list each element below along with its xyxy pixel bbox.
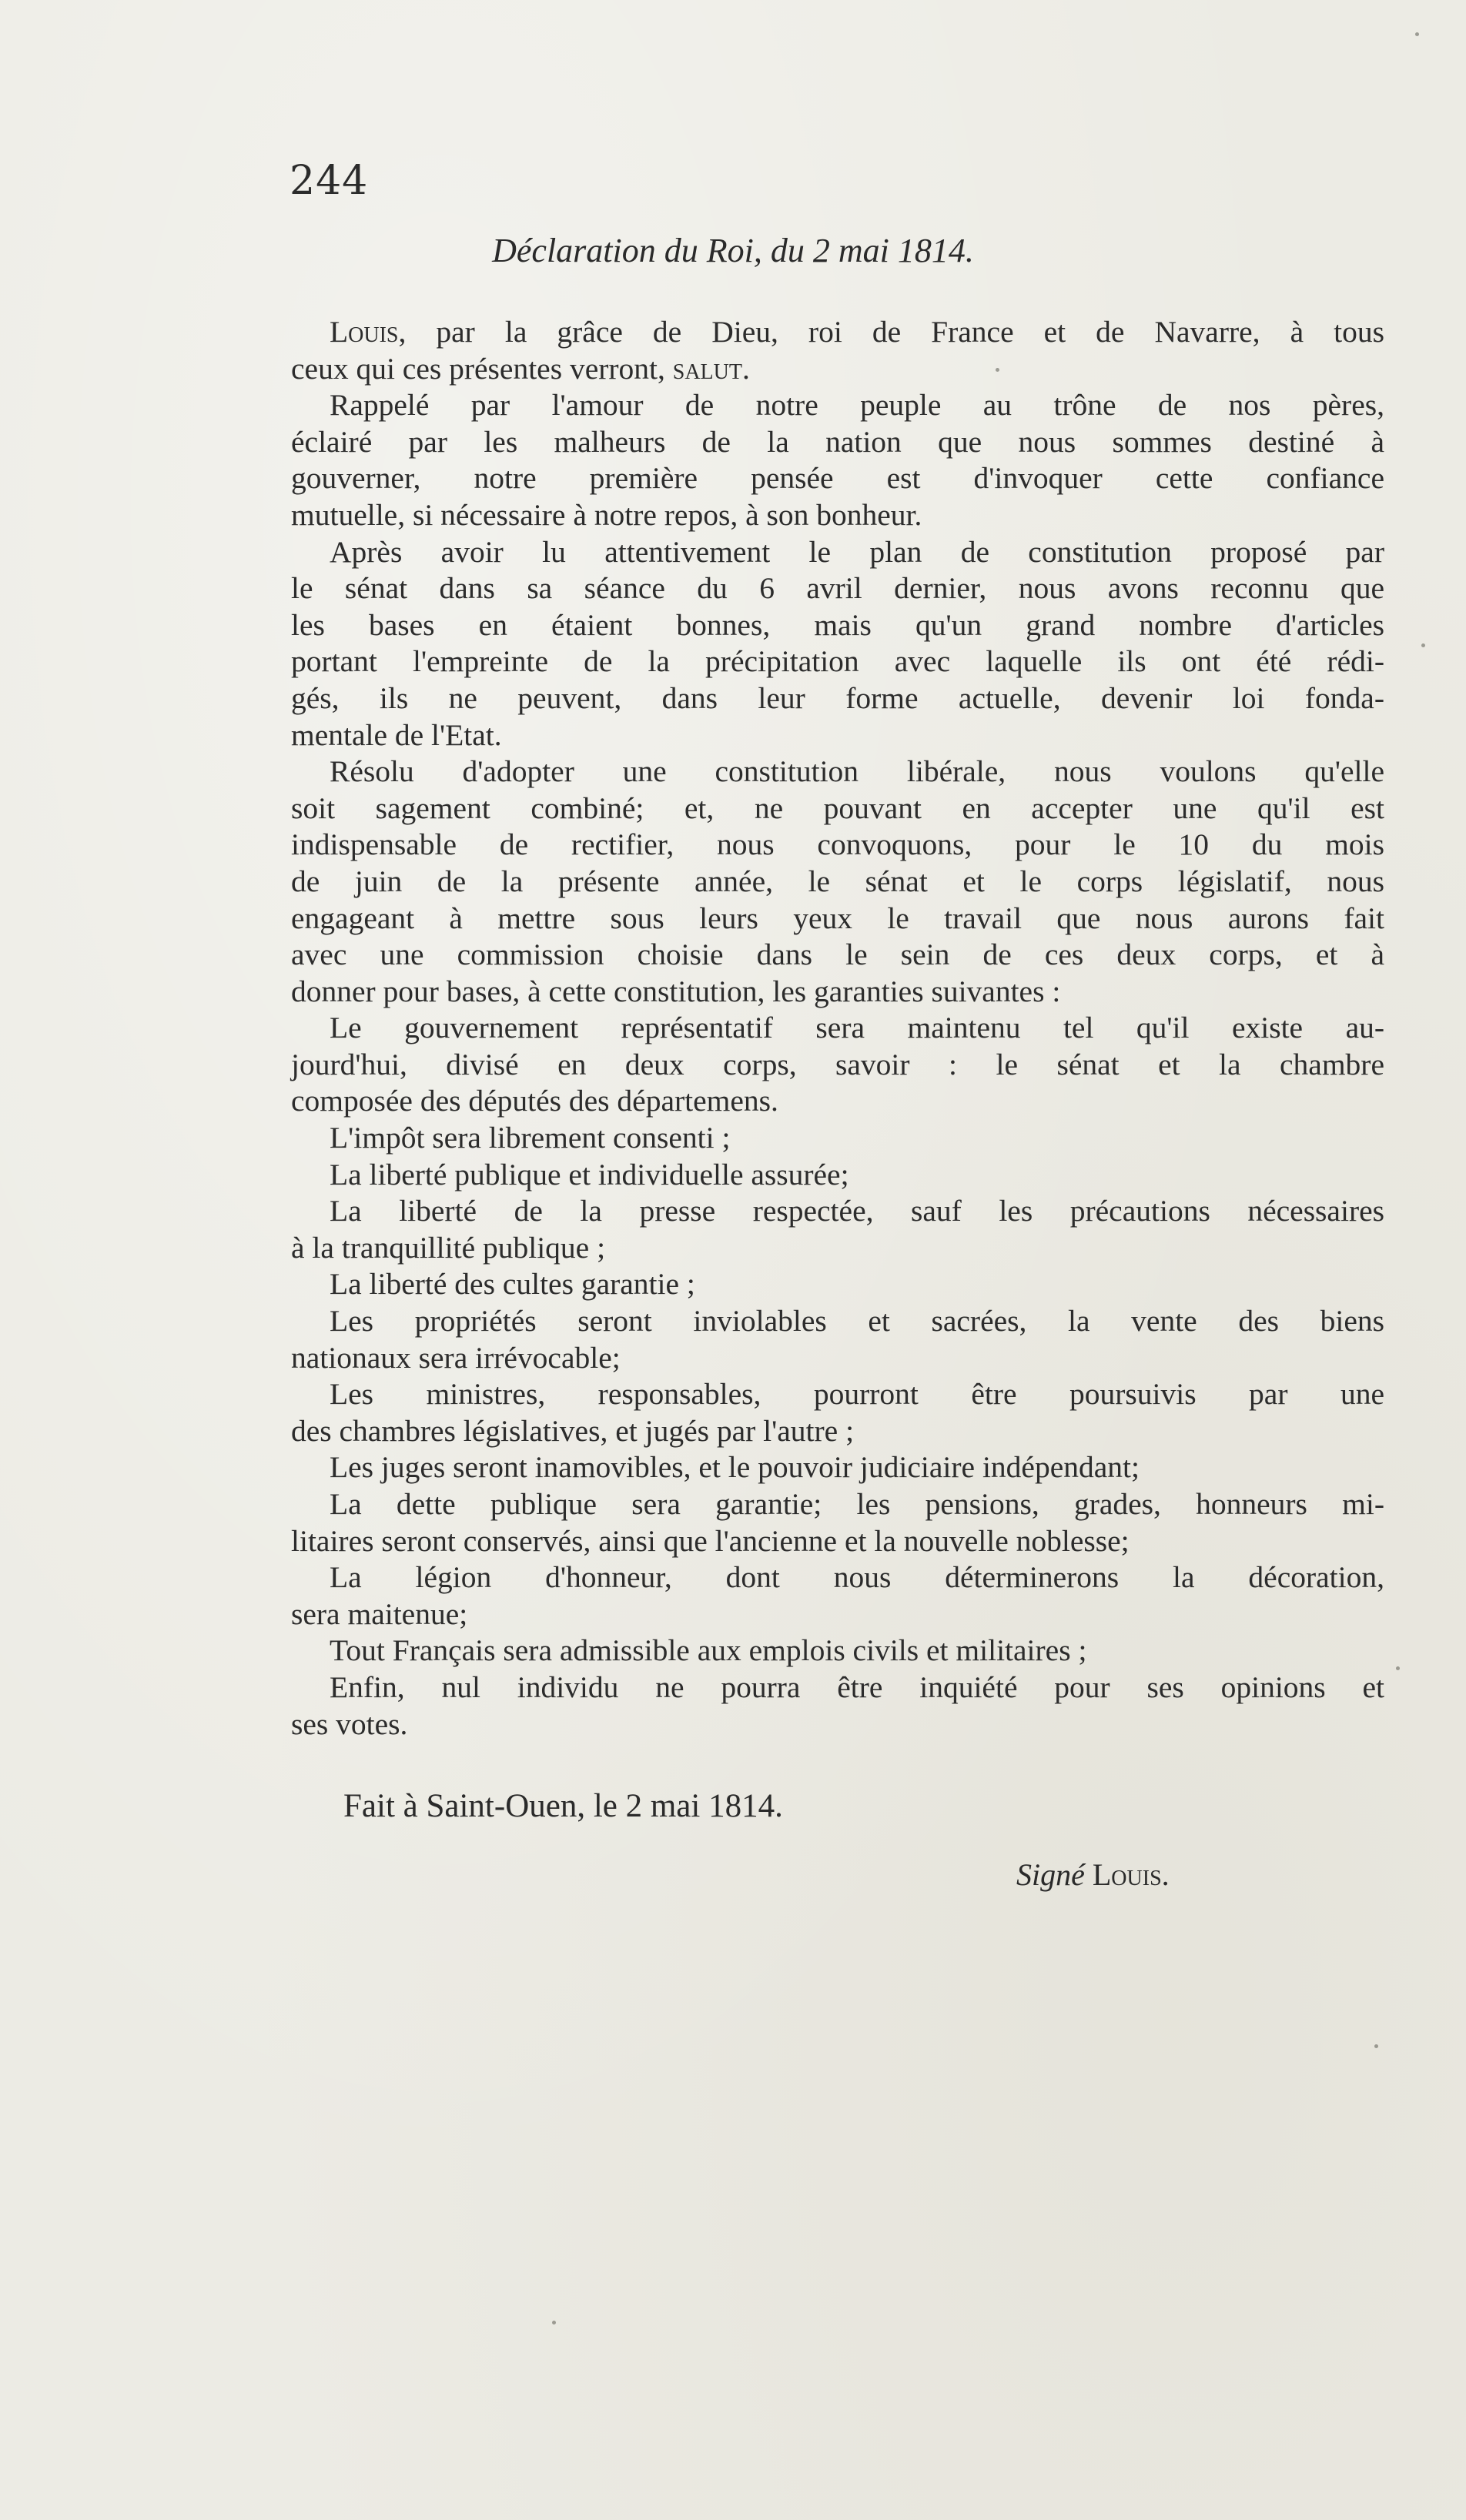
text-line (291, 1633, 1384, 1669)
text-line (291, 1120, 1384, 1157)
text-line (291, 1157, 1384, 1194)
paper-speck (1415, 32, 1419, 36)
line-text: jourd'hui, divisé en deux corps, savoir : le sénat et la chambre (291, 1047, 1384, 1081)
text-line (291, 717, 1384, 754)
line-text: le sénat dans sa séance du 6 avril dernier, nous avons reconnu que (291, 571, 1384, 606)
line-text: Les propriétés seront inviolables et sacrées, la vente des biens (330, 1304, 1384, 1339)
line-text: gés, ils ne peuvent, dans leur forme actuelle, devenir loi fonda- (291, 680, 1384, 715)
text-line (291, 1706, 1384, 1743)
text-line (291, 643, 1384, 680)
page-number: 244 (290, 158, 369, 204)
line-text: mutuelle, si nécessaire à notre repos, à son bonheur. (291, 497, 922, 532)
line-text: nationaux sera irrévocable; (291, 1340, 621, 1375)
line-text: ceux qui ces présentes verront, (291, 351, 673, 386)
signature (1016, 1857, 1170, 1893)
line-text: portant l'empreinte de la précipitation avec laquelle ils ont été rédi- (291, 644, 1384, 679)
paper-speck (552, 2321, 556, 2324)
text-line (291, 1230, 1384, 1267)
text-line (291, 1449, 1384, 1486)
line-text: La légion d'honneur, dont nous déterminerons la décoration, (330, 1560, 1384, 1595)
line-text: avec une commission choisie dans le sein de ces deux corps, et à (291, 937, 1384, 972)
text-line (291, 790, 1384, 827)
text-line (291, 827, 1384, 864)
declaration-body (291, 314, 1384, 1743)
text-line (291, 1303, 1384, 1340)
line-text: des chambres législatives, et jugés par l'autre ; (291, 1413, 855, 1448)
document-heading: Déclaration du Roi, du 2 mai 1814. (492, 232, 974, 269)
small-caps-word: Louis (330, 315, 399, 349)
text-line (291, 534, 1384, 571)
text-line (291, 460, 1384, 497)
text-line (291, 1559, 1384, 1596)
text-line (291, 864, 1384, 901)
text-line (291, 1047, 1384, 1084)
line-text: Rappelé par l'amour de notre peuple au trône de nos pères, (330, 388, 1384, 423)
text-line (291, 1523, 1384, 1560)
signature-signed: Signé (1016, 1857, 1093, 1892)
line-text: L'impôt sera librement consenti ; (330, 1121, 731, 1155)
line-text: litaires seront conservés, ainsi que l'ancienne et la nouvelle noblesse; (291, 1523, 1130, 1558)
text-line (291, 1413, 1384, 1450)
line-text: ses votes. (291, 1706, 408, 1741)
text-line (291, 1486, 1384, 1523)
text-line (291, 937, 1384, 974)
text-line (291, 351, 1384, 388)
line-text: La dette publique sera garantie; les pensions, grades, honneurs mi- (330, 1487, 1384, 1521)
paper-speck (996, 368, 999, 372)
text-line (291, 1266, 1384, 1303)
line-text: Après avoir lu attentivement le plan de constitution proposé par (330, 534, 1384, 569)
line-text: La liberté des cultes garantie ; (330, 1267, 695, 1302)
line-text: de juin de la présente année, le sénat et le corps législatif, nous (291, 864, 1384, 898)
line-text: Tout Français sera admissible aux emplois civils et militaires ; (330, 1633, 1087, 1668)
line-text: donner pour bases, à cette constitution, les garanties suivantes : (291, 974, 1061, 1008)
text-line (291, 607, 1384, 644)
paper-speck (1374, 2044, 1378, 2048)
text-line (291, 754, 1384, 790)
signature-name: Louis. (1092, 1857, 1170, 1892)
line-text: La liberté de la presse respectée, sauf les précautions nécessaires (330, 1194, 1384, 1228)
text-line (291, 1193, 1384, 1230)
text-line (291, 901, 1384, 937)
text-line (291, 1376, 1384, 1413)
small-caps-word: salut. (672, 351, 750, 386)
line-text: Les juges seront inamovibles, et le pouvoir judiciaire indépendant; (330, 1450, 1140, 1485)
text-line (291, 424, 1384, 461)
text-line (291, 1340, 1384, 1377)
line-text: mentale de l'Etat. (291, 717, 502, 752)
text-line (291, 314, 1384, 351)
text-line (291, 570, 1384, 607)
paper-speck (1421, 643, 1425, 647)
line-text: sera maitenue; (291, 1596, 468, 1631)
text-line (291, 1010, 1384, 1047)
text-line (291, 1083, 1384, 1120)
line-text: indispensable de rectifier, nous convoquons, pour le 10 du mois (291, 827, 1384, 862)
line-text: engageant à mettre sous leurs yeux le travail que nous aurons fait (291, 901, 1384, 935)
line-text: à la tranquillité publique ; (291, 1230, 606, 1265)
line-text: Résolu d'adopter une constitution libérale, nous voulons qu'elle (330, 754, 1384, 789)
text-line (291, 974, 1384, 1011)
text-line (291, 680, 1384, 717)
text-line (291, 497, 1384, 534)
line-text: Les ministres, responsables, pourront être poursuivis par une (330, 1377, 1384, 1412)
paper-speck (1396, 1666, 1400, 1670)
line-text: éclairé par les malheurs de la nation que nous sommes destiné à (291, 424, 1384, 459)
line-text: Enfin, nul individu ne pourra être inquiété pour ses opinions et (330, 1669, 1384, 1704)
line-text: gouverner, notre première pensée est d'invoquer cette confiance (291, 461, 1384, 496)
closing-line: Fait à Saint-Ouen, le 2 mai 1814. (343, 1788, 783, 1824)
text-line (291, 1669, 1384, 1706)
line-text: La liberté publique et individuelle assurée; (330, 1157, 849, 1191)
text-line (291, 1596, 1384, 1633)
line-text: soit sagement combiné; et, ne pouvant en accepter une qu'il est (291, 790, 1384, 825)
line-text: les bases en étaient bonnes, mais qu'un grand nombre d'articles (291, 607, 1384, 642)
line-text: , par la grâce de Dieu, roi de France et de Navarre, à tous (398, 315, 1384, 349)
text-line (291, 387, 1384, 424)
line-text: composée des députés des départemens. (291, 1084, 778, 1118)
line-text: Le gouvernement représentatif sera maintenu tel qu'il existe au- (330, 1011, 1384, 1045)
